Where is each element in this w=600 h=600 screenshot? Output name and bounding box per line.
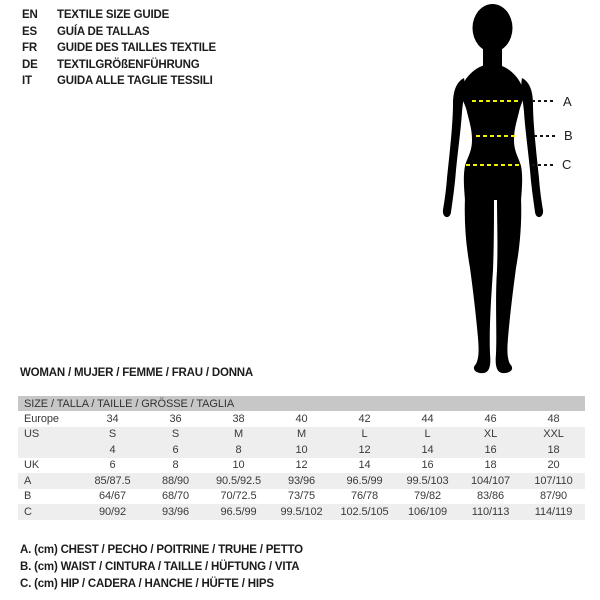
size-cell: 6 — [109, 459, 116, 472]
table-row — [18, 504, 585, 520]
section-title-woman: WOMAN / MUJER / FEMME / FRAU / DONNA — [20, 367, 254, 379]
language-item — [22, 40, 216, 57]
silhouette-left-arm — [443, 78, 465, 217]
language-item — [22, 7, 216, 24]
size-cell: L — [396, 427, 459, 443]
size-cell: 76/78 — [350, 490, 379, 503]
size-cell: 99.5/102 — [270, 504, 333, 520]
size-cell: 110/113 — [459, 504, 522, 520]
row-label: US — [18, 427, 81, 443]
row-label: Europe — [24, 412, 59, 425]
size-cell: 96.5/99 — [207, 504, 270, 520]
table-row — [18, 473, 585, 489]
size-table — [18, 396, 585, 520]
row-label — [18, 442, 81, 458]
row-label: B — [24, 490, 32, 503]
size-cell: 73/75 — [287, 490, 316, 503]
size-cell: 14 — [396, 442, 459, 458]
size-cell: 6 — [144, 442, 207, 458]
size-cell: 107/110 — [522, 473, 585, 489]
size-cell: XL — [459, 427, 522, 443]
size-cell: 93/96 — [270, 473, 333, 489]
table-row — [18, 442, 585, 458]
language-code: IT — [22, 75, 32, 87]
size-cell: 18 — [484, 459, 497, 472]
size-cell: 12 — [333, 442, 396, 458]
language-list — [22, 7, 216, 90]
size-cell: M — [207, 427, 270, 443]
size-cell: 70/72.5 — [220, 490, 257, 503]
size-cell: 4 — [81, 442, 144, 458]
size-cell: 10 — [270, 442, 333, 458]
size-cell: 44 — [421, 412, 434, 425]
size-cell: 20 — [547, 459, 560, 472]
size-cell: 104/107 — [459, 473, 522, 489]
size-cell: 16 — [459, 442, 522, 458]
size-cell: 83/86 — [476, 490, 505, 503]
size-cell: S — [81, 427, 144, 443]
table-row — [18, 427, 585, 443]
language-title: TEXTILE SIZE GUIDE — [57, 9, 170, 21]
size-cell: 18 — [522, 442, 585, 458]
size-cell: 8 — [172, 459, 179, 472]
size-cell: 106/109 — [396, 504, 459, 520]
language-title: GUIDA ALLE TAGLIE TESSILI — [57, 75, 213, 87]
size-cell: 42 — [358, 412, 371, 425]
size-cell: L — [333, 427, 396, 443]
language-title: GUÍA DE TALLAS — [57, 25, 150, 38]
waist-marker-label: B — [564, 128, 573, 143]
chest-marker-label: A — [563, 94, 572, 109]
size-cell: 8 — [207, 442, 270, 458]
language-item — [22, 24, 216, 41]
row-label: A — [18, 473, 81, 489]
size-cell: 16 — [421, 459, 434, 472]
size-cell: 48 — [547, 412, 560, 425]
legend-line: A. (cm) CHEST / PECHO / POITRINE / TRUHE / PETTO — [20, 544, 303, 556]
size-cell: 34 — [106, 412, 119, 425]
size-cell: 85/87.5 — [81, 473, 144, 489]
size-cell: 79/82 — [413, 490, 442, 503]
language-code: EN — [22, 9, 38, 21]
language-code: ES — [22, 25, 37, 38]
language-title: GUIDE DES TAILLES TEXTILE — [57, 42, 216, 54]
hip-marker-label: C — [562, 157, 572, 172]
table-row — [18, 458, 585, 474]
silhouette-right-leg — [496, 198, 522, 373]
language-item — [22, 57, 216, 74]
size-cell: 46 — [484, 412, 497, 425]
size-cell: S — [144, 427, 207, 443]
table-row — [18, 411, 585, 427]
size-cell: 36 — [169, 412, 182, 425]
size-cell: 96.5/99 — [333, 473, 396, 489]
silhouette-right-arm — [521, 78, 543, 217]
hip-dashed-line — [466, 164, 521, 166]
language-item — [22, 73, 216, 90]
row-label: UK — [24, 459, 40, 472]
waist-leader-line — [534, 135, 557, 137]
size-cell: 38 — [232, 412, 245, 425]
chest-dashed-line — [472, 100, 521, 102]
table-row — [18, 489, 585, 505]
waist-dashed-line — [476, 135, 515, 137]
size-cell: 68/70 — [161, 490, 190, 503]
size-cell: 10 — [232, 459, 245, 472]
hip-leader-line — [532, 164, 556, 166]
row-label: C — [18, 504, 81, 520]
size-cell: 99.5/103 — [396, 473, 459, 489]
size-cell: 88/90 — [144, 473, 207, 489]
measurement-legend — [20, 542, 303, 593]
size-cell: 14 — [358, 459, 371, 472]
size-cell: XXL — [522, 427, 585, 443]
size-table-body — [18, 411, 585, 520]
size-cell: 102.5/105 — [333, 504, 396, 520]
legend-line: C. (cm) HIP / CADERA / HANCHE / HÜFTE / HIPS — [20, 578, 274, 590]
size-cell: 93/96 — [144, 504, 207, 520]
language-title: TEXTILGRÖßENFÜHRUNG — [57, 58, 200, 71]
size-table-header: SIZE / TALLA / TAILLE / GRÖSSE / TAGLIA — [18, 396, 585, 411]
size-cell: 87/90 — [539, 490, 568, 503]
legend-line: B. (cm) WAIST / CINTURA / TAILLE / HÜFTUNG / VITA — [20, 561, 300, 573]
size-cell: 90/92 — [81, 504, 144, 520]
size-cell: 114/119 — [522, 504, 585, 520]
silhouette-left-leg — [465, 198, 494, 373]
language-code: FR — [22, 42, 37, 54]
chest-leader-line — [532, 100, 556, 102]
woman-silhouette-image — [420, 0, 600, 380]
language-code: DE — [22, 58, 38, 71]
size-cell: 40 — [295, 412, 308, 425]
size-cell: M — [270, 427, 333, 443]
silhouette-torso — [460, 64, 524, 200]
size-cell: 12 — [295, 459, 308, 472]
size-cell: 90.5/92.5 — [207, 473, 270, 489]
size-cell: 64/67 — [98, 490, 127, 503]
